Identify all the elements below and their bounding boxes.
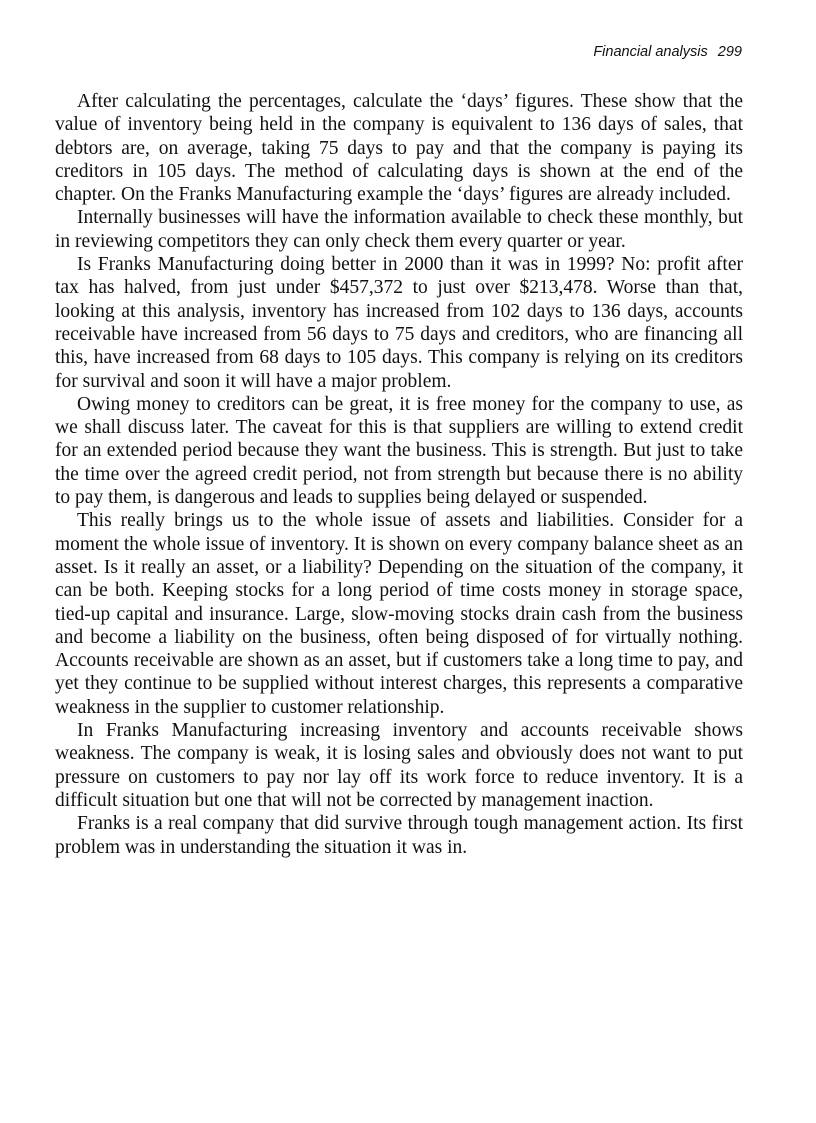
page-number: 299 bbox=[717, 44, 742, 60]
paragraph-franks-survival: Franks is a real company that did survive through tough management action. Its first problem was in understanding the situation it was in. bbox=[55, 813, 743, 858]
paragraph-franks-performance: Is Franks Manufacturing doing better in 2000 than it was in 1999? No: profit after tax has halved, from just under $457,372 to just over $213,478. Worse than that, looking at this analysis, inventory has increased from 102 days to 136 days, accounts receivable have increased from 56 days to 75 days and creditors, who are financing all this, have increased from 68 days to 105 days. This company is relying on its creditors for survival and soon it will have a major problem. bbox=[55, 254, 743, 392]
paragraph-assets-liabilities: This really brings us to the whole issue of assets and liabilities. Consider for a moment the whole issue of inventory. It is shown on every company balance sheet as an asset. Is it really an asset, or a liability? Depending on the situation of the company, it can be both. Keeping stocks for a long period of time costs money in storage space, tied-up capital and insurance. Large, slow-moving stocks drain cash from the business and become a liability on the business, often being disposed of for virtually nothing. Accounts receivable are shown as an asset, but if customers take a long time to pay, and yet they continue to be supplied without interest charges, this represents a comparative weakness in the supplier to customer relationship. bbox=[55, 510, 743, 718]
paragraph-franks-weakness: In Franks Manufacturing increasing inventory and accounts receivable shows weakness. The company is weak, it is losing sales and obviously does not want to put pressure on customers to pay nor lay off its work force to reduce inventory. It is a difficult situation but one that will not be corrected by management inaction. bbox=[55, 720, 743, 811]
page-body bbox=[55, 90, 743, 859]
running-header-title: Financial analysis bbox=[593, 44, 708, 60]
paragraph-internal-info: Internally businesses will have the information available to check these monthly, but in reviewing competitors they can only check them every quarter or year. bbox=[55, 207, 743, 252]
paragraph-days-figures: After calculating the percentages, calculate the ‘days’ figures. These show that the value of inventory being held in the company is equivalent to 136 days of sales, that debtors are, on average, taking 75 days to pay and that the company is paying its creditors in 105 days. The method of calculating days is shown at the end of the chapter. On the Franks Manufacturing example the ‘days’ figures are already included. bbox=[55, 91, 743, 206]
running-header bbox=[593, 44, 742, 60]
paragraph-owing-creditors: Owing money to creditors can be great, it is free money for the company to use, as we shall discuss later. The caveat for this is that suppliers are willing to extend credit for an extended period because they want the business. This is strength. But just to take the time over the agreed credit period, not from strength but because there is no ability to pay them, is dangerous and leads to supplies being delayed or suspended. bbox=[55, 393, 743, 509]
